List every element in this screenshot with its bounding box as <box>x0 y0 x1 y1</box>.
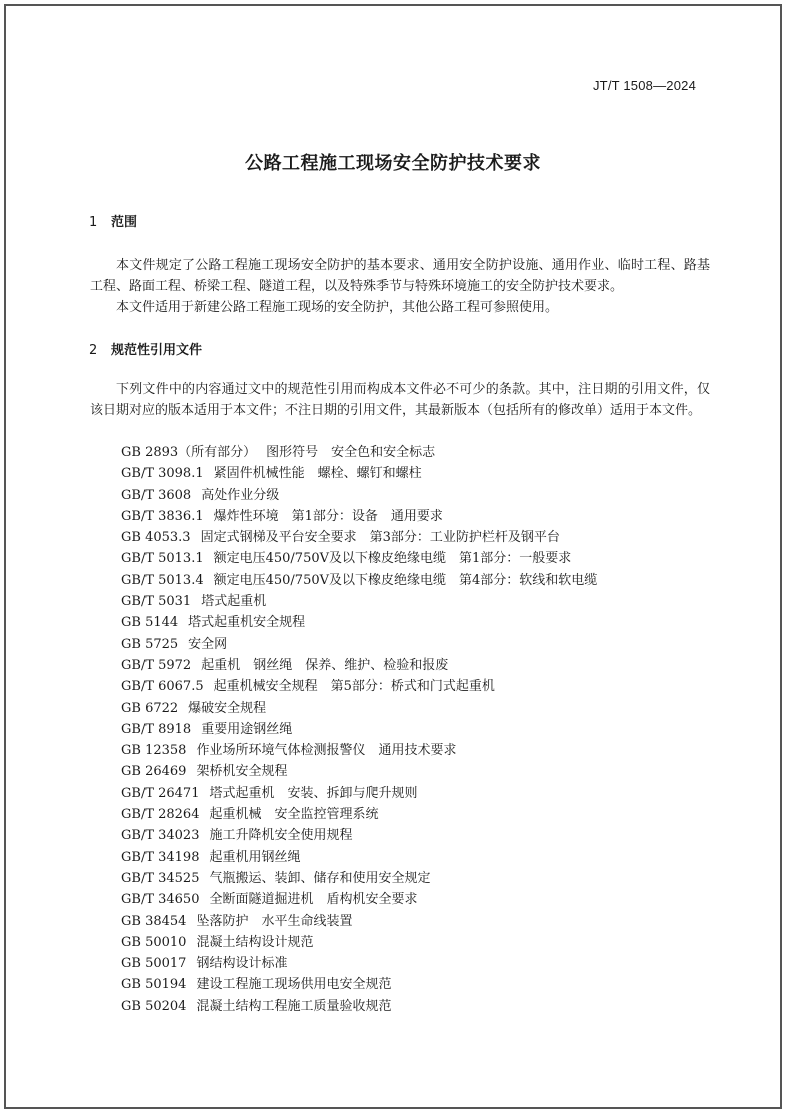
reference-title: 紧固件机械性能 螺栓、螺钉和螺柱 <box>213 466 422 482</box>
reference-title: 起重机械安全规程 第5部分：桥式和门式起重机 <box>213 679 495 695</box>
reference-title: 起重机用钢丝绳 <box>209 849 301 865</box>
reference-code: GB/T 34198 <box>121 849 200 865</box>
reference-code: GB/T 3836.1 <box>121 508 204 524</box>
reference-code: GB/T 28264 <box>121 807 200 823</box>
reference-code: GB/T 34525 <box>121 870 200 886</box>
reference-title: 起重机 钢丝绳 保养、维护、检验和报废 <box>201 657 449 673</box>
section-heading-scope <box>89 211 137 230</box>
reference-title: 固定式钢梯及平台安全要求 第3部分：工业防护栏杆及钢平台 <box>200 530 560 546</box>
reference-title: 混凝土结构设计规范 <box>196 934 314 950</box>
reference-title: 架桥机安全规程 <box>196 764 288 780</box>
reference-title: 坠落防护 水平生命线装置 <box>196 913 353 929</box>
reference-code: GB/T 34023 <box>121 828 200 844</box>
reference-code: GB 50194 <box>121 977 187 993</box>
reference-title: 安全网 <box>188 636 228 652</box>
section-number: 1 <box>89 215 98 230</box>
reference-title: 建设工程施工现场供用电安全规范 <box>196 977 392 993</box>
reference-item <box>121 953 597 974</box>
reference-code: GB/T 3098.1 <box>121 466 204 482</box>
reference-item <box>121 996 597 1017</box>
reference-title: 混凝土结构工程施工质量验收规范 <box>196 998 392 1014</box>
reference-item <box>121 548 597 569</box>
reference-item <box>121 825 597 846</box>
reference-code: GB/T 5013.1 <box>121 551 204 567</box>
reference-title: 气瓶搬运、装卸、储存和使用安全规定 <box>209 870 431 886</box>
reference-item <box>121 634 597 655</box>
reference-code: GB 5725 <box>121 636 179 652</box>
reference-code: GB 50010 <box>121 934 187 950</box>
reference-title: 全断面隧道掘进机 盾构机安全要求 <box>209 892 418 908</box>
paragraph: 本文件规定了公路工程施工现场安全防护的基本要求、通用安全防护设施、通用作业、临时工程、路基工程、路面工程、桥梁工程、隧道工程，以及特殊季节与特殊环境施工的安全防护技术要求。 <box>90 258 710 294</box>
reference-title: 塔式起重机安全规程 <box>188 615 306 631</box>
reference-list <box>121 442 597 1017</box>
reference-title: 爆炸性环境 第1部分：设备 通用要求 <box>213 508 443 524</box>
reference-code: GB 6722 <box>121 700 179 716</box>
document-title: 公路工程施工现场安全防护技术要求 <box>245 153 541 174</box>
reference-item <box>121 676 597 697</box>
reference-title: 塔式起重机 安装、拆卸与爬升规则 <box>209 785 418 801</box>
section-number: 2 <box>89 343 98 358</box>
reference-title: 额定电压450/750V及以下橡皮绝缘电缆 第4部分：软线和软电缆 <box>213 572 598 588</box>
reference-item <box>121 719 597 740</box>
reference-code: GB 4053.3 <box>121 530 191 546</box>
reference-item <box>121 442 597 463</box>
reference-item <box>121 612 597 633</box>
section-title: 范围 <box>111 215 138 230</box>
reference-item <box>121 570 597 591</box>
reference-item <box>121 761 597 782</box>
reference-item <box>121 974 597 995</box>
section-title: 规范性引用文件 <box>111 343 203 358</box>
reference-item <box>121 527 597 548</box>
reference-code: GB 12358 <box>121 743 187 759</box>
reference-code: GB 5144 <box>121 615 179 631</box>
reference-title: 额定电压450/750V及以下橡皮绝缘电缆 第1部分：一般要求 <box>213 551 572 567</box>
reference-item <box>121 804 597 825</box>
reference-code: GB/T 26471 <box>121 785 200 801</box>
reference-item <box>121 783 597 804</box>
reference-code: GB/T 5972 <box>121 657 192 673</box>
reference-item <box>121 889 597 910</box>
reference-item <box>121 655 597 676</box>
reference-code: GB/T 5031 <box>121 594 192 610</box>
reference-item <box>121 932 597 953</box>
reference-code: GB/T 6067.5 <box>121 679 204 695</box>
reference-code: GB/T 3608 <box>121 487 192 503</box>
paragraph: 本文件适用于新建公路工程施工现场的安全防护，其他公路工程可参照使用。 <box>116 300 559 315</box>
reference-title: 爆破安全规程 <box>188 700 267 716</box>
reference-item <box>121 868 597 889</box>
reference-title: 高处作业分级 <box>201 487 280 503</box>
reference-code: GB/T 5013.4 <box>121 572 204 588</box>
reference-code: GB 50017 <box>121 956 187 972</box>
reference-code: GB/T 34650 <box>121 892 200 908</box>
reference-item <box>121 847 597 868</box>
reference-item <box>121 463 597 484</box>
section-heading-normative-references <box>89 339 202 358</box>
document-page <box>4 4 782 1109</box>
reference-item <box>121 740 597 761</box>
reference-code: GB 2893（所有部分） <box>121 445 257 460</box>
document-code: JT/T 1508—2024 <box>592 78 696 93</box>
reference-code: GB 26469 <box>121 764 187 780</box>
reference-title: 起重机械 安全监控管理系统 <box>209 807 379 823</box>
reference-code: GB 50204 <box>121 998 187 1014</box>
reference-title: 图形符号 安全色和安全标志 <box>266 445 436 460</box>
reference-item <box>121 698 597 719</box>
reference-title: 重要用途钢丝绳 <box>201 721 293 737</box>
reference-item <box>121 485 597 506</box>
reference-title: 施工升降机安全使用规程 <box>209 828 353 844</box>
paragraph: 下列文件中的内容通过文中的规范性引用而构成本文件必不可少的条款。其中，注日期的引用文件，仅该日期对应的版本适用于本文件；不注日期的引用文件，其最新版本（包括所有的修改单）适用于本文件。 <box>90 382 710 418</box>
reference-code: GB 38454 <box>121 913 187 929</box>
reference-title: 塔式起重机 <box>201 594 267 610</box>
reference-title: 作业场所环境气体检测报警仪 通用技术要求 <box>196 743 457 759</box>
reference-item <box>121 591 597 612</box>
reference-item <box>121 911 597 932</box>
reference-item <box>121 506 597 527</box>
reference-title: 钢结构设计标准 <box>196 956 288 972</box>
reference-code: GB/T 8918 <box>121 721 192 737</box>
